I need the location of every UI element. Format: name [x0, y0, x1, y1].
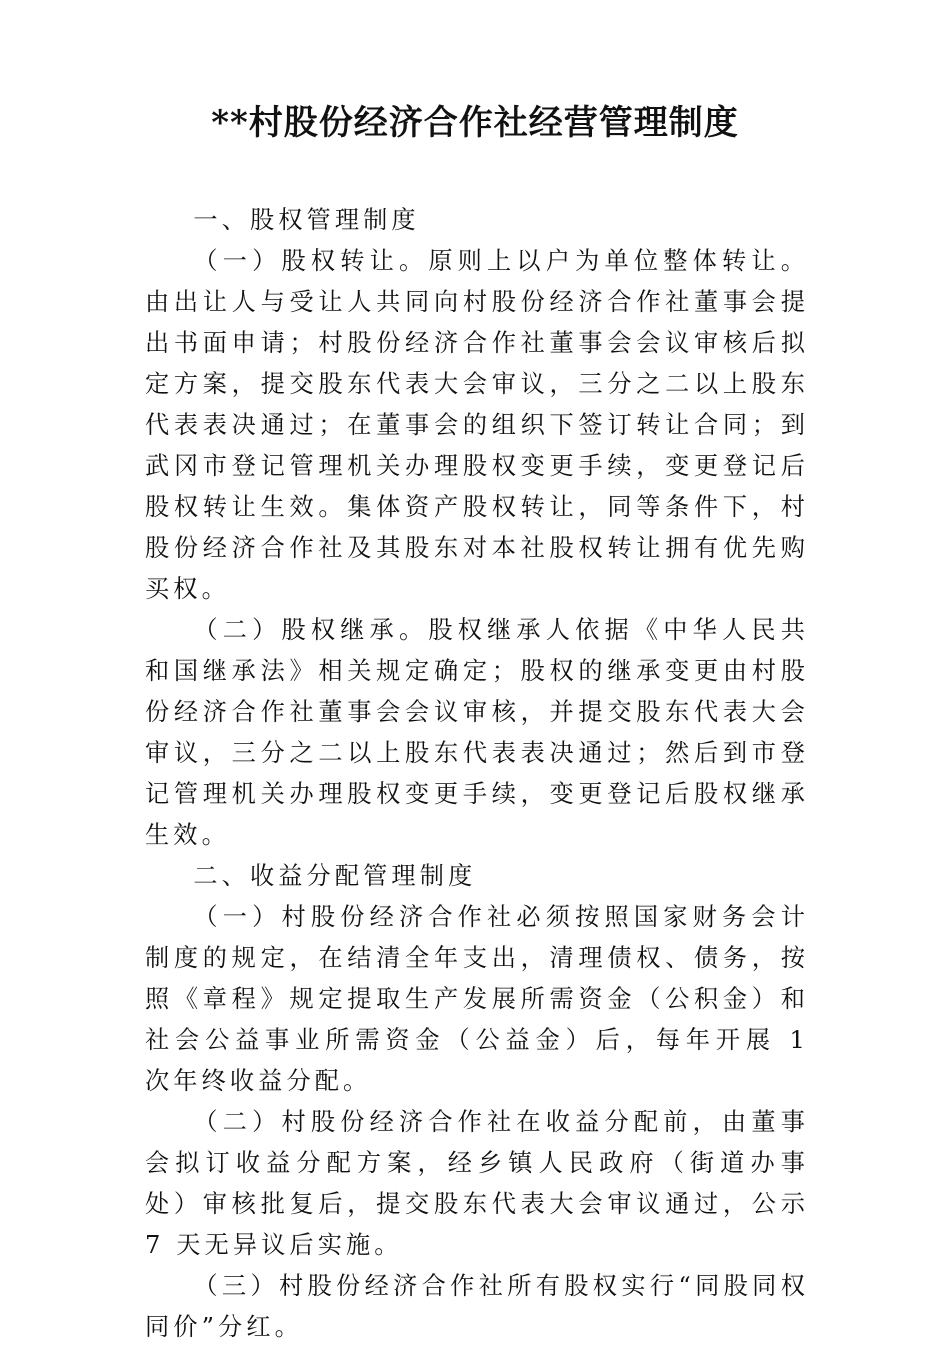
- paragraph-dividend-principle: （三）村股份经济合作社所有股权实行“同股同权同价”分红。: [145, 1272, 809, 1341]
- paragraph-equity-transfer: （一）股权转让。原则上以户为单位整体转让。由出让人与受让人共同向村股份经济合作社董事会提出书面申请；村股份经济合作社董事会会议审核后拟定方案，提交股东代表大会审议，三分之二以上股东代表表决通过；在董事会的组织下签订转让合同；到武冈市登记管理机关办理股权变更手续，变更登记后股权转让生效。集体资产股权转让，同等条件下，村股份经济合作社及其股东对本社股权转让拥有优先购买权。: [145, 247, 809, 603]
- paragraph-distribution-rules: （一）村股份经济合作社必须按照国家财务会计制度的规定，在结清全年支出，清理债权、债务，按照《章程》规定提取生产发展所需资金（公积金）和社会公益事业所需资金（公益金）后，每年开展 1 次年终收益分配。: [145, 903, 809, 1095]
- paragraph-distribution-plan: （二）村股份经济合作社在收益分配前，由董事会拟订收益分配方案，经乡镇人民政府（街道办事处）审核批复后，提交股东代表大会审议通过，公示 7 天无异议后实施。: [145, 1108, 809, 1259]
- document-body: [145, 200, 809, 1348]
- section-heading-equity-management: 一、股权管理制度: [193, 206, 420, 234]
- paragraph-equity-inheritance: （二）股权继承。股权继承人依据《中华人民共和国继承法》相关规定确定；股权的继承变更由村股份经济合作社董事会会议审核，并提交股东代表大会审议，三分之二以上股东代表表决通过；然后到市登记管理机关办理股权变更手续，变更登记后股权继承生效。: [145, 616, 809, 849]
- section-heading-income-distribution: 二、收益分配管理制度: [193, 862, 477, 890]
- document-title: **村股份经济合作社经营管理制度: [211, 103, 739, 143]
